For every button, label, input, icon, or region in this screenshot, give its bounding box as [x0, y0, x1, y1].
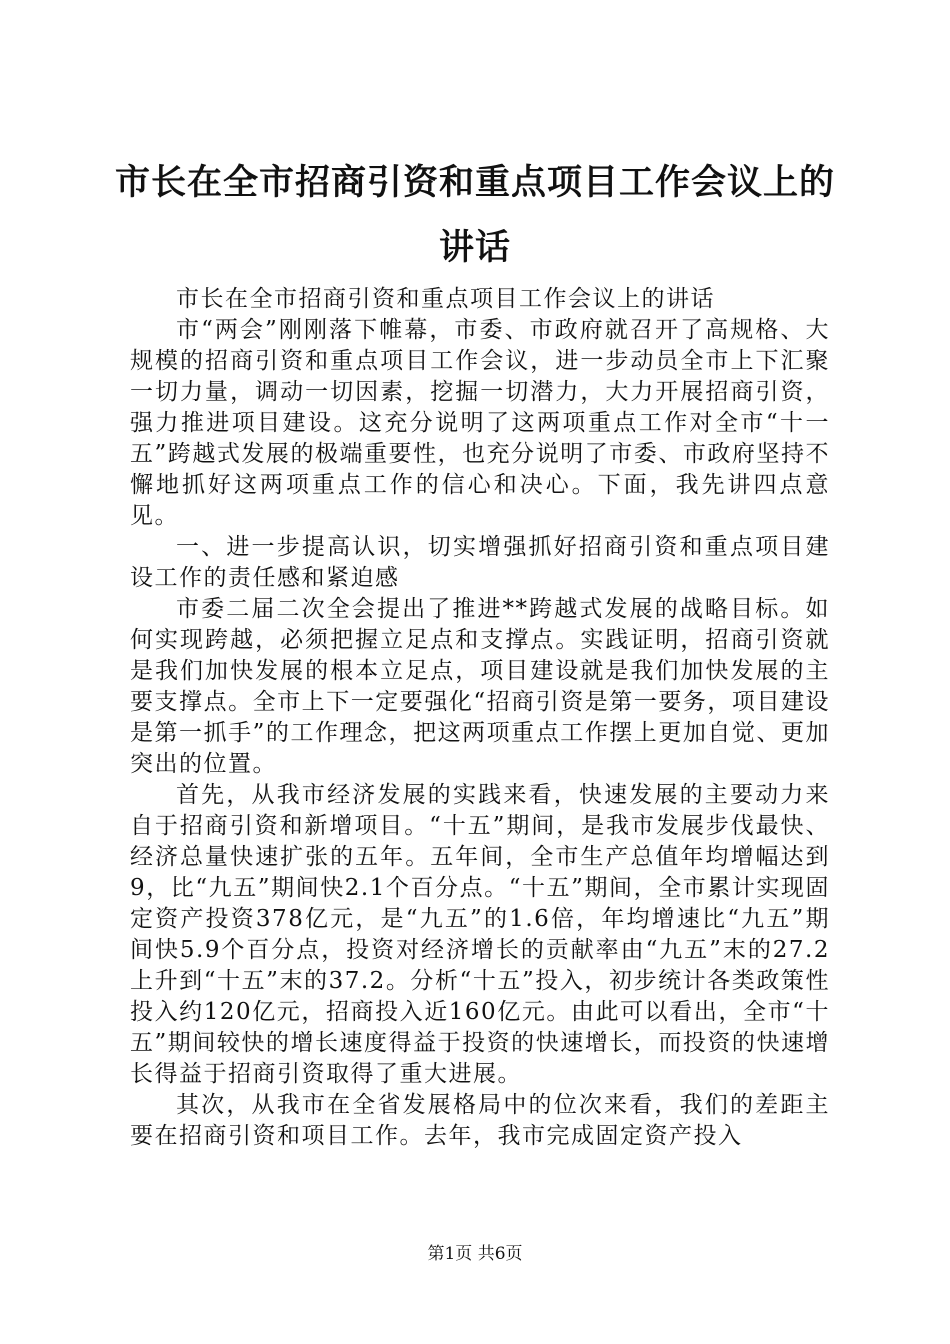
- paragraph: 市“两会”刚刚落下帷幕，市委、市政府就召开了高规格、大规模的招商引资和重点项目工作会议，进一步动员全市上下汇聚一切力量，调动一切因素，挖掘一切潜力，大力开展招商引资，强力推进项目建设。这充分说明了这两项重点工作对全市“十一五”跨越式发展的极端重要性，也充分说明了市委、市政府坚持不懈地抓好这两项重点工作的信心和决心。下面，我先讲四点意见。: [130, 317, 830, 529]
- paragraph: 市委二届二次全会提出了推进**跨越式发展的战略目标。如何实现跨越，必须把握立足点和支撑点。实践证明，招商引资就是我们加快发展的根本立足点，项目建设就是我们加快发展的主要支撑点。全市上下一定要强化“招商引资是第一要务，项目建设是第一抓手”的工作理念，把这两项重点工作摆上更加自觉、更加突出的位置。: [130, 596, 830, 777]
- paragraph: 市长在全市招商引资和重点项目工作会议上的讲话: [176, 286, 715, 312]
- page-number-footer: 第1页 共6页: [427, 1244, 523, 1264]
- document-title: 市长在全市招商引资和重点项目工作会议上的讲话: [114, 162, 835, 268]
- paragraph: 其次，从我市在全省发展格局中的位次来看，我们的差距主要在招商引资和项目工作。去年，我市完成固定资产投入: [130, 1092, 830, 1149]
- document-body: [130, 284, 830, 1152]
- section-heading: 一、进一步提高认识，切实增强抓好招商引资和重点项目建设工作的责任感和紧迫感: [130, 534, 830, 591]
- paragraph: 首先，从我市经济发展的实践来看，快速发展的主要动力来自于招商引资和新增项目。“十五”期间，是我市发展步伐最快、经济总量快速扩张的五年。五年间，全市生产总值年均增幅达到9，比“九五”期间快2.1个百分点。“十五”期间，全市累计实现固定资产投资378亿元，是“九五”的1.6倍，年均增速比“九五”期间快5.9个百分点，投资对经济增长的贡献率由“九五”末的27.2上升到“十五”末的37.2。分析“十五”投入，初步统计各类政策性投入约120亿元，招商投入近160亿元。由此可以看出，全市“十五”期间较快的增长速度得益于投资的快速增长，而投资的快速增长得益于招商引资取得了重大进展。: [130, 782, 830, 1087]
